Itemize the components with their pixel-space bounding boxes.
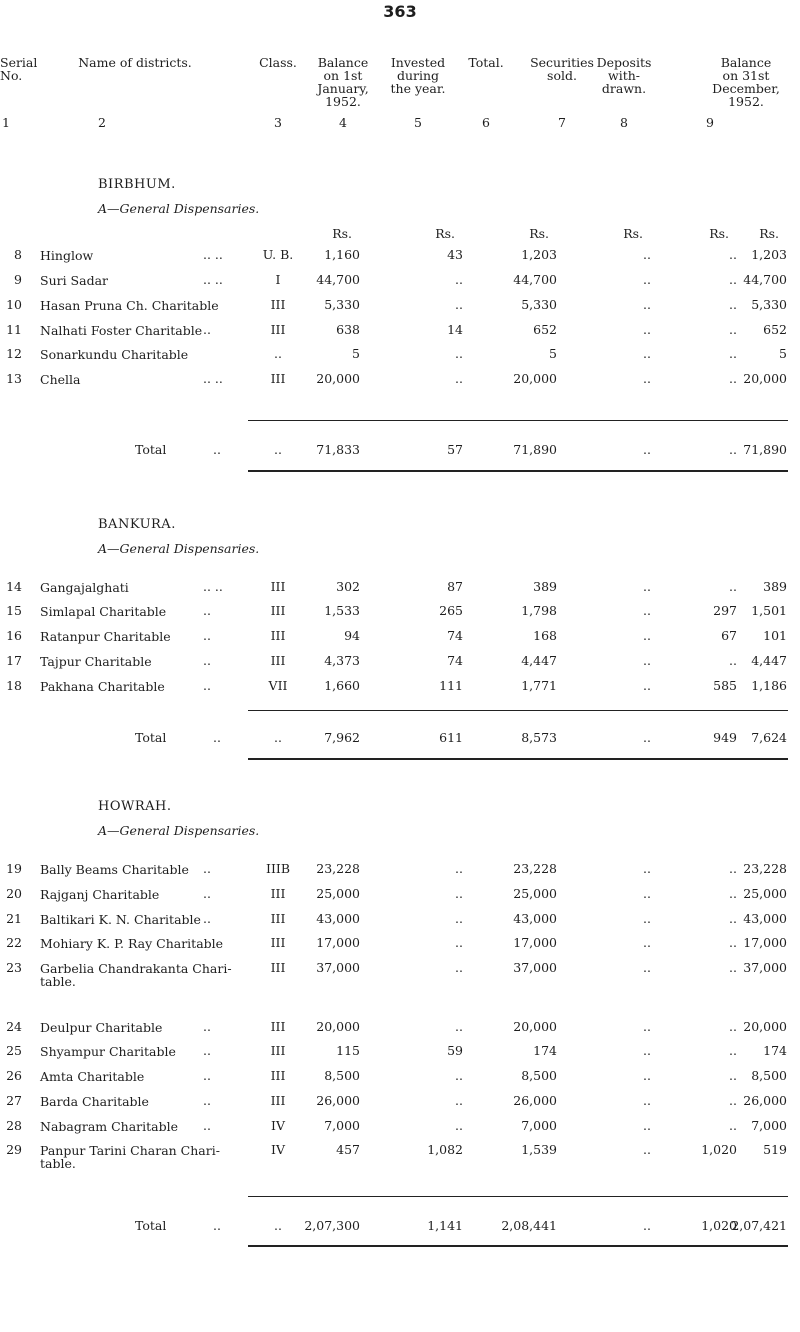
cell-invested: 74	[447, 628, 463, 643]
cell-bal-dec: 1,501	[751, 603, 787, 618]
dispensary-name: Gangajalghati	[40, 580, 129, 595]
class-cell: I	[275, 272, 281, 287]
cell-deposits: ..	[729, 1093, 737, 1108]
cell-deposits: ..	[729, 322, 737, 337]
cell-total: 8,500	[521, 1068, 557, 1083]
serial-number: 13	[6, 371, 22, 386]
serial-number: 10	[6, 297, 22, 312]
serial-number: 18	[6, 678, 22, 693]
cell-bal-jan: 7,000	[324, 1118, 360, 1133]
cell-deposits: ..	[729, 247, 737, 262]
leader-dots: ..	[203, 653, 211, 668]
dispensary-name: Garbelia Chandrakanta Chari- table.	[40, 961, 232, 990]
dispensary-name: Tajpur Charitable	[40, 654, 152, 669]
cell-invested: 43	[447, 247, 463, 262]
serial-number: 11	[6, 322, 22, 337]
dispensary-name: Chella	[40, 372, 81, 387]
total-label: Total	[135, 442, 167, 457]
total-label: Total	[135, 1218, 167, 1233]
cell-total: 23,228	[513, 861, 557, 876]
cell-total: 8,573	[521, 730, 557, 745]
cell-sec-sold: ..	[643, 911, 651, 926]
cell-bal-jan: 37,000	[316, 960, 360, 975]
column-header: Class.	[259, 55, 297, 70]
cell-invested: ..	[455, 1019, 463, 1034]
currency-label: Rs.	[759, 226, 779, 241]
cell-deposits: ..	[729, 886, 737, 901]
cell-bal-dec: 20,000	[743, 1019, 787, 1034]
cell-bal-jan: 1,660	[324, 678, 360, 693]
cell-bal-jan: 1,533	[324, 603, 360, 618]
cell-invested: 1,141	[427, 1218, 463, 1233]
cell-total: 5,330	[521, 297, 557, 312]
cell-sec-sold: ..	[643, 297, 651, 312]
cell-deposits: ..	[729, 297, 737, 312]
cell-deposits: 67	[721, 628, 737, 643]
cell-total: 71,890	[513, 442, 557, 457]
column-header: Deposits with- drawn.	[596, 55, 652, 97]
cell-deposits: ..	[729, 579, 737, 594]
class-cell: III	[270, 653, 286, 668]
cell-deposits: 585	[713, 678, 737, 693]
column-header: Invested during the year.	[390, 55, 446, 97]
cell-invested: 14	[447, 322, 463, 337]
cell-deposits: ..	[729, 861, 737, 876]
cell-bal-dec: 5,330	[751, 297, 787, 312]
cell-invested: 611	[439, 730, 463, 745]
cell-bal-jan: 25,000	[316, 886, 360, 901]
total-rule-top	[248, 1196, 788, 1197]
section-title: HOWRAH.	[98, 799, 172, 814]
class-cell: VII	[268, 678, 288, 693]
cell-deposits: ..	[729, 911, 737, 926]
cell-deposits: ..	[729, 960, 737, 975]
serial-number: 27	[6, 1093, 22, 1108]
cell-invested: ..	[455, 935, 463, 950]
class-cell: III	[270, 322, 286, 337]
dispensary-name: Pakhana Charitable	[40, 679, 165, 694]
section-subtitle: A—General Dispensaries.	[98, 541, 260, 556]
cell-sec-sold: ..	[643, 886, 651, 901]
cell-bal-jan: 638	[336, 322, 360, 337]
page-number: 363	[383, 2, 417, 21]
class-cell: III	[270, 1019, 286, 1034]
class-cell: IV	[271, 1142, 285, 1157]
cell-sec-sold: ..	[643, 1093, 651, 1108]
cell-bal-jan: 5,330	[324, 297, 360, 312]
cell-bal-dec: 7,624	[751, 730, 787, 745]
cell-bal-jan: 2,07,300	[304, 1218, 360, 1233]
cell-invested: ..	[455, 886, 463, 901]
column-number: 9	[706, 115, 714, 130]
dispensary-name: Baltikari K. N. Charitable	[40, 912, 201, 927]
cell-sec-sold: ..	[643, 442, 651, 457]
cell-deposits: ..	[729, 653, 737, 668]
class-cell: III	[270, 628, 286, 643]
cell-deposits: ..	[729, 442, 737, 457]
cell-deposits: ..	[729, 346, 737, 361]
leader-dots: ..	[203, 1019, 211, 1034]
cell-invested: 57	[447, 442, 463, 457]
leader-dots: .. ..	[203, 579, 223, 594]
dispensary-name: Ratanpur Charitable	[40, 629, 171, 644]
cell-sec-sold: ..	[643, 628, 651, 643]
cell-bal-dec: 389	[763, 579, 787, 594]
column-number: 3	[274, 115, 282, 130]
cell-invested: ..	[455, 1068, 463, 1083]
leader-dots: ..	[203, 1093, 211, 1108]
leader-dots: ..	[203, 886, 211, 901]
cell-invested: ..	[455, 1093, 463, 1108]
cell-invested: ..	[455, 272, 463, 287]
cell-bal-jan: 115	[336, 1043, 360, 1058]
serial-number: 8	[14, 247, 22, 262]
class-cell: U. B.	[262, 247, 294, 262]
column-header: Balance on 1st January, 1952.	[317, 55, 369, 110]
leader-dots: ..	[213, 730, 221, 745]
cell-sec-sold: ..	[643, 653, 651, 668]
dispensary-name: Nabagram Charitable	[40, 1119, 179, 1134]
class-cell: III	[270, 371, 286, 386]
cell-bal-jan: 17,000	[316, 935, 360, 950]
cell-total: 2,08,441	[501, 1218, 557, 1233]
cell-deposits: ..	[729, 1118, 737, 1133]
column-header: Name of districts.	[78, 55, 192, 70]
total-rule-top	[248, 420, 788, 421]
column-header: Serial No.	[0, 55, 38, 84]
serial-number: 28	[6, 1118, 22, 1133]
dispensary-name: Panpur Tarini Charan Chari- table.	[40, 1143, 220, 1172]
cell-invested: ..	[455, 960, 463, 975]
cell-bal-dec: 7,000	[751, 1118, 787, 1133]
currency-label: Rs.	[709, 226, 729, 241]
dispensary-name: Nalhati Foster Charitable	[40, 323, 203, 338]
cell-total: 25,000	[513, 886, 557, 901]
column-header: Total.	[468, 55, 504, 70]
cell-bal-dec: 5	[779, 346, 787, 361]
cell-bal-jan: 7,962	[324, 730, 360, 745]
cell-bal-jan: 5	[352, 346, 360, 361]
class-cell: III	[270, 886, 286, 901]
cell-deposits: ..	[729, 371, 737, 386]
leader-dots: ..	[213, 1218, 221, 1233]
cell-sec-sold: ..	[643, 1019, 651, 1034]
cell-bal-jan: 1,160	[324, 247, 360, 262]
column-header: Balance on 31st December, 1952.	[712, 55, 780, 110]
dispensary-name: Mohiary K. P. Ray Charitable	[40, 936, 224, 951]
cell-bal-jan: 20,000	[316, 371, 360, 386]
column-number: 7	[558, 115, 566, 130]
cell-bal-jan: 23,228	[316, 861, 360, 876]
cell-total: 389	[533, 579, 557, 594]
leader-dots: .. ..	[203, 247, 223, 262]
serial-number: 29	[6, 1142, 22, 1157]
total-rule-bottom	[248, 758, 788, 760]
class-cell: ..	[274, 346, 282, 361]
serial-number: 14	[6, 579, 22, 594]
serial-number: 9	[14, 272, 22, 287]
cell-bal-dec: 519	[763, 1142, 787, 1157]
section-subtitle: A—General Dispensaries.	[98, 823, 260, 838]
class-cell: III	[270, 1043, 286, 1058]
cell-bal-dec: 174	[763, 1043, 787, 1058]
dispensary-name: Amta Charitable	[40, 1069, 145, 1084]
cell-deposits: 949	[713, 730, 737, 745]
cell-invested: ..	[455, 371, 463, 386]
cell-sec-sold: ..	[643, 272, 651, 287]
cell-bal-dec: 652	[763, 322, 787, 337]
dispensary-name: Deulpur Charitable	[40, 1020, 163, 1035]
cell-sec-sold: ..	[643, 603, 651, 618]
serial-number: 17	[6, 653, 22, 668]
leader-dots: .. ..	[203, 272, 223, 287]
dispensary-name: Barda Charitable	[40, 1094, 149, 1109]
cell-sec-sold: ..	[643, 371, 651, 386]
class-cell: ..	[274, 730, 282, 745]
cell-bal-dec: 44,700	[743, 272, 787, 287]
serial-number: 26	[6, 1068, 22, 1083]
cell-total: 44,700	[513, 272, 557, 287]
section-title: BIRBHUM.	[98, 177, 176, 192]
cell-sec-sold: ..	[643, 1043, 651, 1058]
leader-dots: ..	[203, 911, 211, 926]
currency-label: Rs.	[623, 226, 643, 241]
cell-bal-dec: 1,203	[751, 247, 787, 262]
column-number: 1	[2, 115, 10, 130]
cell-deposits: 297	[713, 603, 737, 618]
cell-sec-sold: ..	[643, 1118, 651, 1133]
cell-sec-sold: ..	[643, 861, 651, 876]
leader-dots: ..	[203, 322, 211, 337]
cell-invested: 59	[447, 1043, 463, 1058]
section-subtitle: A—General Dispensaries.	[98, 201, 260, 216]
currency-label: Rs.	[529, 226, 549, 241]
serial-number: 20	[6, 886, 22, 901]
class-cell: ..	[274, 442, 282, 457]
cell-total: 20,000	[513, 371, 557, 386]
total-rule-top	[248, 710, 788, 711]
total-rule-bottom	[248, 1245, 788, 1247]
column-number: 6	[482, 115, 490, 130]
cell-invested: 74	[447, 653, 463, 668]
cell-bal-jan: 71,833	[316, 442, 360, 457]
serial-number: 15	[6, 603, 22, 618]
cell-total: 1,203	[521, 247, 557, 262]
serial-number: 24	[6, 1019, 22, 1034]
cell-total: 43,000	[513, 911, 557, 926]
cell-invested: ..	[455, 297, 463, 312]
cell-deposits: ..	[729, 1043, 737, 1058]
cell-bal-jan: 94	[344, 628, 360, 643]
leader-dots: ..	[203, 861, 211, 876]
cell-deposits: ..	[729, 272, 737, 287]
cell-invested: 87	[447, 579, 463, 594]
cell-total: 652	[533, 322, 557, 337]
column-number: 8	[620, 115, 628, 130]
cell-bal-jan: 20,000	[316, 1019, 360, 1034]
cell-deposits: ..	[729, 935, 737, 950]
section-title: BANKURA.	[98, 517, 176, 532]
cell-bal-jan: 43,000	[316, 911, 360, 926]
cell-sec-sold: ..	[643, 960, 651, 975]
cell-bal-dec: 2,07,421	[731, 1218, 787, 1233]
dispensary-name: Sonarkundu Charitable	[40, 347, 189, 362]
class-cell: III	[270, 1068, 286, 1083]
leader-dots: .. ..	[203, 371, 223, 386]
leader-dots: ..	[213, 442, 221, 457]
cell-total: 26,000	[513, 1093, 557, 1108]
cell-bal-jan: 44,700	[316, 272, 360, 287]
class-cell: III	[270, 960, 286, 975]
cell-sec-sold: ..	[643, 1142, 651, 1157]
cell-total: 1,771	[521, 678, 557, 693]
cell-deposits: ..	[729, 1068, 737, 1083]
cell-total: 1,539	[521, 1142, 557, 1157]
leader-dots: ..	[203, 1118, 211, 1133]
currency-label: Rs.	[435, 226, 455, 241]
column-number: 5	[414, 115, 422, 130]
cell-invested: 1,082	[427, 1142, 463, 1157]
class-cell: ..	[274, 1218, 282, 1233]
column-header: Securities sold.	[530, 55, 594, 84]
cell-sec-sold: ..	[643, 730, 651, 745]
class-cell: III	[270, 911, 286, 926]
leader-dots: ..	[203, 1068, 211, 1083]
cell-total: 1,798	[521, 603, 557, 618]
cell-bal-dec: 43,000	[743, 911, 787, 926]
serial-number: 19	[6, 861, 22, 876]
cell-bal-dec: 8,500	[751, 1068, 787, 1083]
cell-total: 37,000	[513, 960, 557, 975]
cell-bal-dec: 101	[763, 628, 787, 643]
serial-number: 16	[6, 628, 22, 643]
dispensary-name: Simlapal Charitable	[40, 604, 167, 619]
cell-bal-jan: 26,000	[316, 1093, 360, 1108]
class-cell: III	[270, 935, 286, 950]
cell-total: 5	[549, 346, 557, 361]
class-cell: III	[270, 1093, 286, 1108]
column-number: 2	[98, 115, 106, 130]
cell-invested: 265	[439, 603, 463, 618]
cell-bal-dec: 1,186	[751, 678, 787, 693]
cell-sec-sold: ..	[643, 247, 651, 262]
leader-dots: ..	[203, 603, 211, 618]
dispensary-name: Hinglow	[40, 248, 94, 263]
cell-bal-jan: 302	[336, 579, 360, 594]
cell-bal-dec: 71,890	[743, 442, 787, 457]
cell-invested: 111	[439, 678, 463, 693]
cell-total: 7,000	[521, 1118, 557, 1133]
serial-number: 25	[6, 1043, 22, 1058]
cell-bal-dec: 20,000	[743, 371, 787, 386]
serial-number: 12	[6, 346, 22, 361]
class-cell: IIIB	[266, 861, 290, 876]
cell-sec-sold: ..	[643, 1068, 651, 1083]
cell-total: 20,000	[513, 1019, 557, 1034]
column-number: 4	[339, 115, 347, 130]
cell-bal-dec: 23,228	[743, 861, 787, 876]
class-cell: III	[270, 579, 286, 594]
cell-sec-sold: ..	[643, 579, 651, 594]
serial-number: 22	[6, 935, 22, 950]
cell-invested: ..	[455, 1118, 463, 1133]
cell-invested: ..	[455, 346, 463, 361]
cell-sec-sold: ..	[643, 935, 651, 950]
cell-sec-sold: ..	[643, 322, 651, 337]
cell-bal-jan: 8,500	[324, 1068, 360, 1083]
cell-bal-dec: 26,000	[743, 1093, 787, 1108]
dispensary-name: Bally Beams Charitable	[40, 862, 189, 877]
cell-sec-sold: ..	[643, 1218, 651, 1233]
class-cell: IV	[271, 1118, 285, 1133]
total-rule-bottom	[248, 470, 788, 472]
leader-dots: ..	[203, 628, 211, 643]
dispensary-name: Hasan Pruna Ch. Charitable	[40, 298, 219, 313]
serial-number: 23	[6, 960, 22, 975]
class-cell: III	[270, 297, 286, 312]
cell-bal-dec: 4,447	[751, 653, 787, 668]
class-cell: III	[270, 603, 286, 618]
cell-total: 17,000	[513, 935, 557, 950]
cell-sec-sold: ..	[643, 678, 651, 693]
cell-total: 4,447	[521, 653, 557, 668]
cell-sec-sold: ..	[643, 346, 651, 361]
cell-deposits: 1,020	[701, 1142, 737, 1157]
cell-bal-dec: 37,000	[743, 960, 787, 975]
cell-invested: ..	[455, 861, 463, 876]
dispensary-name: Suri Sadar	[40, 273, 109, 288]
cell-bal-jan: 457	[336, 1142, 360, 1157]
cell-invested: ..	[455, 911, 463, 926]
cell-deposits: ..	[729, 1019, 737, 1034]
leader-dots: ..	[203, 1043, 211, 1058]
leader-dots: ..	[203, 678, 211, 693]
cell-total: 168	[533, 628, 557, 643]
cell-deposits: 1,020	[701, 1218, 737, 1233]
dispensary-name: Rajganj Charitable	[40, 887, 160, 902]
cell-total: 174	[533, 1043, 557, 1058]
cell-bal-jan: 4,373	[324, 653, 360, 668]
currency-label: Rs.	[332, 226, 352, 241]
serial-number: 21	[6, 911, 22, 926]
total-label: Total	[135, 730, 167, 745]
dispensary-name: Shyampur Charitable	[40, 1044, 176, 1059]
cell-bal-dec: 17,000	[743, 935, 787, 950]
cell-bal-dec: 25,000	[743, 886, 787, 901]
